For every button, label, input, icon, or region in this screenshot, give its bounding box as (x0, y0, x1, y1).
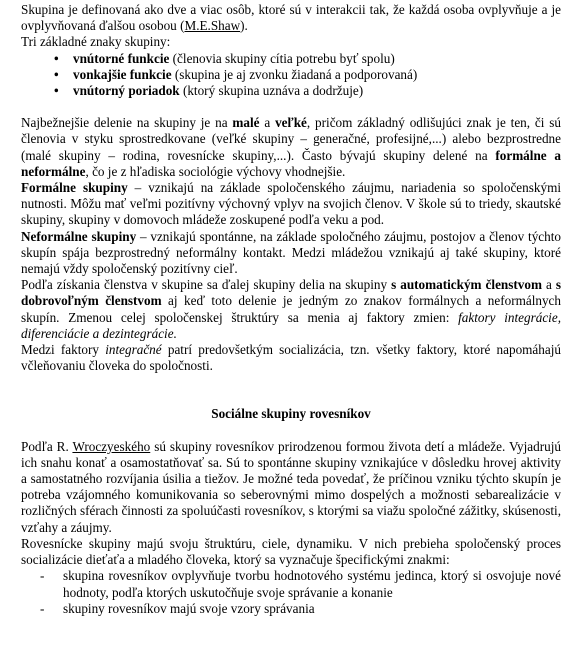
division-paragraph: Najbežnejšie delenie na skupiny je na malé a veľké, pričom základný odlišujúci znak je ten, či sú členovia v styku sprostredkovane (veľké skupiny – generačné, profesijné,...) alebo bezprostredne (malé skupiny – rodina, rovesnícke skupiny,...). Často bývajú skupiny delené na formálne a neformálne, čo je z hľadiska sociológie výchovy vhodnejšie. (21, 115, 561, 179)
term-automatic-membership: s automatickým členstvom (391, 277, 542, 293)
bullet-icon: • (54, 66, 59, 82)
section-heading: Sociálne skupiny rovesníkov (211, 406, 371, 422)
list-item (54, 51, 561, 67)
factors-paragraph: Medzi faktory integračné patrí predovšetkým socializácia, tzn. všetky faktory, ktoré napomáhajú včleňovaniu človeka do spoločnosti. (21, 342, 561, 374)
term-large: veľké (275, 115, 307, 131)
dash-icon: - (40, 568, 45, 584)
bullet-icon: • (54, 50, 59, 66)
author-shaw: M.E.Shaw (184, 18, 241, 34)
term-integration: integračné (105, 342, 162, 358)
trait-desc: (členovia skupiny cítia potrebu byť spolu) (169, 50, 395, 66)
list-item: - skupiny rovesníkov majú svoje vzory správania (40, 600, 315, 616)
informal-groups-paragraph: Neformálne skupiny – vznikajú spontánne, na základe spoločného záujmu, postojov a členov týchto skupín spája bezprostredný neformálny kontakt. Medzi mládežou vznikajú aj také skupiny, ktoré nemajú vždy spoločenský pozitívny cieľ. (21, 228, 561, 277)
membership-paragraph: Podľa získania členstva v skupine sa ďalej skupiny delia na skupiny s automatickým členstvom a s dobrovoľným členstvom aj keď toto delenie je jedným zo znakov formálnych a neformálnych skupín. Zmenou celej spoločenskej štruktúry sa menia aj faktory zmien: faktory integrácie, diferenciácie a dezintegrácie. (21, 277, 562, 341)
traits-list (21, 51, 561, 100)
peers-traits-list (21, 568, 561, 617)
trait-desc: (skupina je aj zvonku žiadaná a podporovaná) (171, 66, 418, 82)
term-formal-informal: formálne a neformálne (21, 147, 561, 179)
definition-end: ). (240, 18, 248, 34)
definition-text: Skupina je definovaná ako dve a viac osôb, ktoré sú v interakcii tak, že každá osoba ovplyvňuje a je ovplyvňovaná ďalšou osobou ( (21, 2, 561, 34)
trait-desc: (ktorý skupina uznáva a dodržuje) (179, 83, 364, 99)
term-small: malé (232, 115, 260, 131)
list-item (54, 83, 561, 99)
document-page (21, 2, 561, 617)
term-voluntary-membership: s dobrovoľným členstvom (21, 277, 561, 309)
list-item (54, 67, 561, 83)
dash-icon: - (40, 600, 45, 616)
term-informal-groups: Neformálne skupiny (21, 228, 137, 244)
peers-structure-paragraph: Rovesnícke skupiny majú svoju štruktúru, ciele, dynamiku. V nich prebieha spoločenský proces socializácie dieťaťa a mladého človeka, ktorý sa vyznačuje špecifickými znakmi: (21, 535, 561, 568)
list-item: - skupina rovesníkov ovplyvňuje tvorbu hodnotového systému jedinca, ktorý si osvojuje nové hodnoty, podľa ktorých uskutočňuje svoje správanie a konanie (40, 568, 561, 600)
peers-paragraph: Podľa R. Wroczyeského sú skupiny rovesníkov prirodzenou formou života detí a mládeže. Vyjadrujú ich snahu konať a osamostatňovať sa. Sú to spontánne skupiny vznikajúce v dôsledku hrovej aktivity a samostatného rozvíjania úsilia a tiežov. Je možné teda povedať, že príčinou vzniku týchto skupín je potreba vzájomného komunikovania so seberovnými mimo dospelých a možnosti sebarealizácie v rozličných sférach činnosti za spoluúčasti rovesníkov, s ktorými sa viažu spoločné zážitky, skúsenosti, vzťahy a záujmy. (21, 438, 561, 535)
trait-term: vonkajšie funkcie (73, 66, 172, 82)
author-wroczyeski: Wroczyeského (72, 438, 151, 454)
group-definition (21, 2, 561, 34)
term-formal-groups: Formálne skupiny (21, 180, 128, 196)
traits-lead: Tri základné znaky skupiny: (21, 34, 171, 50)
trait-term: vnútorné funkcie (73, 50, 170, 66)
bullet-icon: • (54, 83, 59, 99)
formal-groups-paragraph: Formálne skupiny – vznikajú na základe spoločenského záujmu, nariadenia so spoločenskými nutnosti. Môžu mať veľmi pozitívny výchovný vplyv na svojich členov. V škole sú to triedy, skautské skupiny, skupiny v domovoch mládeže zoskupené podľa veku a pod. (21, 180, 561, 228)
factors-list: faktory integrácie, diferenciácie a dezintegrácie. (21, 309, 561, 341)
trait-term: vnútorný poriadok (73, 83, 180, 99)
